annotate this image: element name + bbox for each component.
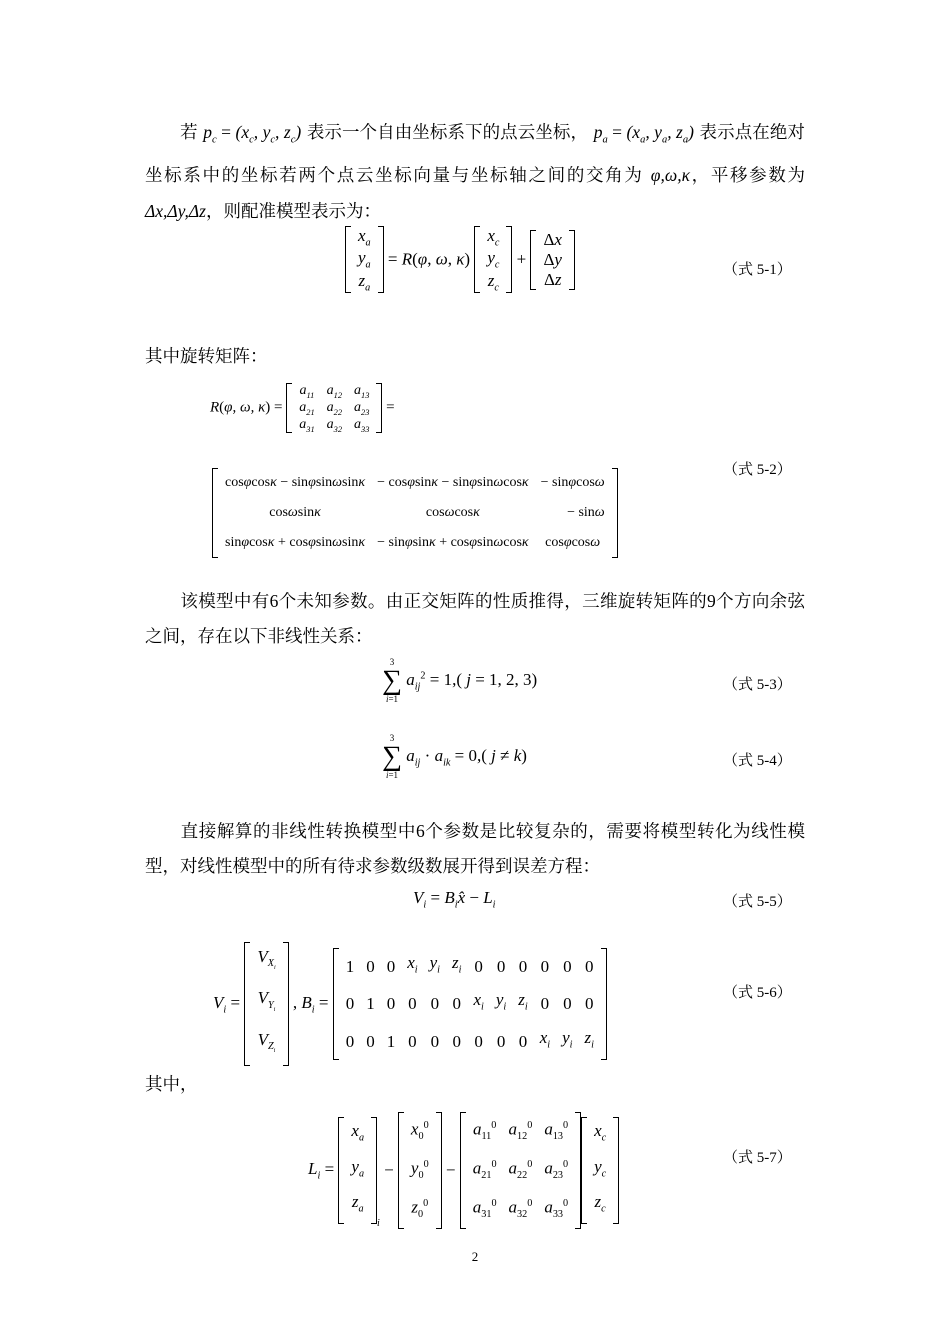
number: 6 <box>269 591 279 611</box>
pa-expression: $p_a = (x_a$, $y_a$, $z_a$) <box>593 122 694 146</box>
text: 若 <box>180 123 198 143</box>
text: 个方向余弦之间，存在以下非线性关系： <box>145 592 806 647</box>
equation-number: （式 5-3） <box>723 677 792 693</box>
equation-5-3: 3 ∑ i=1 $a_{ij}^2 = 1$,( j = 1, 2, 3) <box>382 657 538 704</box>
text: ，平移参数为 <box>689 165 806 186</box>
number: 6 <box>416 821 425 841</box>
text: 其中， <box>145 1075 198 1095</box>
number: 9 <box>707 591 716 611</box>
equation-5-1: $x_a$ $y_a$ $z_a$ = R(φ, ω, κ) $x_c$ $y_c$ $z_c$ + Δx Δy Δz <box>345 226 575 293</box>
text: 该模型中有 <box>180 592 270 612</box>
paragraph-constraints <box>145 584 805 655</box>
equation-5-5: $V_i$ = $B_ix̂ - L_i$ <box>413 888 496 911</box>
text: 其中旋转矩阵： <box>145 347 268 367</box>
equation-5-4: 3 ∑ i=1 $a_{ij} \cdot a_{ik} = 0$,( j ≠ k) <box>382 733 527 780</box>
text: 个参数是比较复杂的，需要将模型转化为线性模型，对线性模型中的所有待求参数级数展开得到误差方程： <box>145 822 805 877</box>
text: 表示点在绝对坐标系中的坐标若两个点云坐标向量与坐标轴之间的交角为 <box>145 123 805 186</box>
paragraph-linearization <box>145 814 805 885</box>
equation-5-6: $V_i$ = $V_{X_i}$ $V_{Y_i}$ $V_{Z_i}$ , $B_i$ = 1 0 0 $x_i$ $y_i$ $z_i$ 0 0 0 0 0 0 0 1 0 0 0 0 $x_i$ $y_i$ $z_i$ 0 0 0 0 0 1 0 0 0 0 0 0 $x_i$ $y_i$ $z_i$ <box>213 942 607 1066</box>
pc-expression: $p_c = (x_c$, $y_c$, $z_c$) <box>203 122 302 146</box>
equation-number: （式 5-1） <box>723 262 792 278</box>
equation-5-7: $L_i$ = $x_a$ $y_a$ $z_a$ i − $x_0^0$ $y_0^0$ $z_0^0$ − $a_{11}^0$ $a_{12}^0$ $a_{13}^0$ $a_{21}^0$ $a_{22}^0$ $a_{23}^0$ $a_{31}^0$ $a_{32}^0$ $a_{33}^0$ $x_c$ $y_c$ $z_c$ <box>308 1112 619 1229</box>
equation-number: （式 5-6） <box>723 985 792 1001</box>
equation-number: （式 5-2） <box>723 462 792 478</box>
equation-5-2-bottom: cosφcosκ − sinφsinωsinκ − cosφsinκ − sinφsinωcosκ − sinφcosω cosωsinκ cosωcosκ − sinω sinφcosκ + cosφsinωsinκ − sinφsinκ + cosφsinωcosκ cosφcosω <box>212 468 618 558</box>
text: 个未知参数。由正交矩阵的性质推得，三维旋转矩阵的 <box>278 592 708 612</box>
intro-paragraph <box>145 115 805 230</box>
equation-number: （式 5-7） <box>723 1150 792 1166</box>
text: ，则配准模型表示为： <box>205 201 381 222</box>
text: 直接解算的非线性转换模型中 <box>180 822 416 842</box>
equation-number: （式 5-4） <box>723 753 792 769</box>
equation-5-2-top: R(φ, ω, κ) = $a_{11}$ $a_{12}$ $a_{13}$ $a_{21}$ $a_{22}$ $a_{23}$ $a_{31}$ $a_{32}$ $a_{33}$ = <box>210 383 395 434</box>
page-number: 2 <box>471 1249 479 1264</box>
rotation-intro <box>145 340 805 375</box>
shifts-expression: Δx,Δy,Δz <box>145 200 206 221</box>
text: 表示一个自由坐标系下的点云坐标， <box>306 123 589 143</box>
where-label <box>145 1068 805 1103</box>
equation-number: （式 5-5） <box>723 894 792 910</box>
angles-expression: φ,ω,κ <box>650 164 690 185</box>
